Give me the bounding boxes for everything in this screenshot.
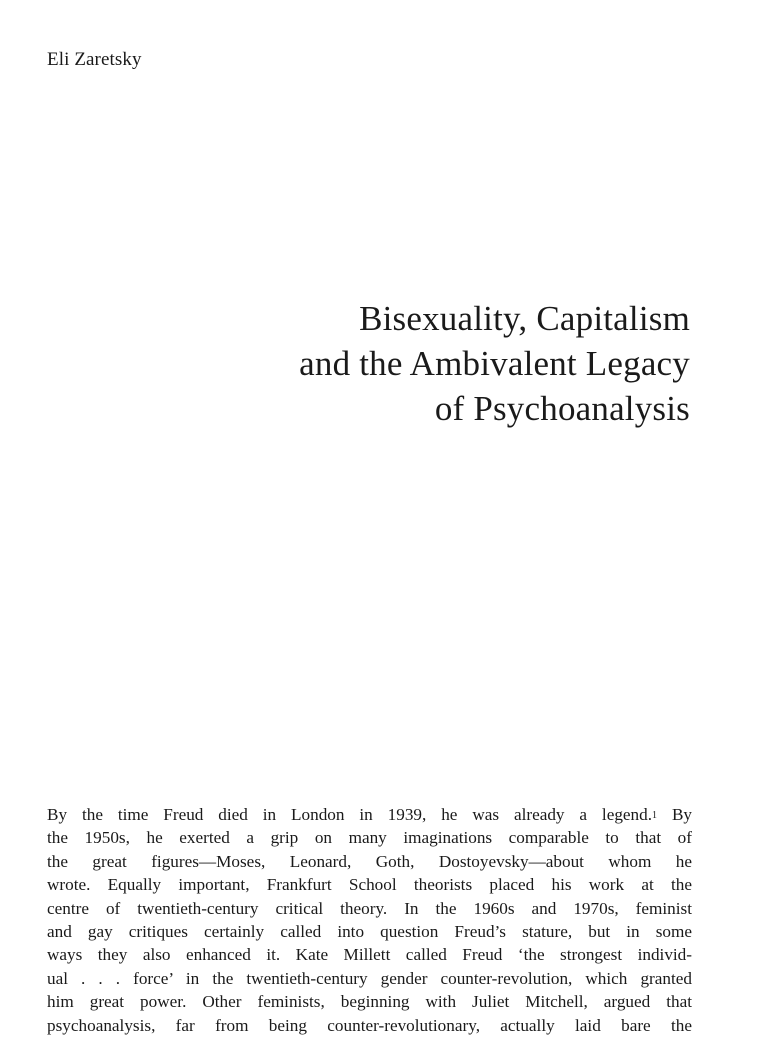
title-line: Bisexuality, Capitalism xyxy=(359,299,690,338)
body-line: ual . . . force’ in the twentieth-century gender counter-revolution, which granted xyxy=(47,968,692,988)
title-line: and the Ambivalent Legacy xyxy=(299,344,690,383)
body-line: wrote. Equally important, Frankfurt School theorists placed his work at the xyxy=(47,875,692,895)
body-paragraph xyxy=(47,803,692,1037)
body-line: him great power. Other feminists, beginning with Juliet Mitchell, argued that xyxy=(47,992,692,1012)
author-name: Eli Zaretsky xyxy=(47,49,142,70)
body-text-segment: By the time Freud died in London in 1939, he was already a legend. xyxy=(47,805,653,824)
article-title xyxy=(299,296,690,431)
body-line: psychoanalysis, far from being counter-revolutionary, actually laid bare the xyxy=(47,1015,692,1035)
body-line: centre of twentieth-century critical theory. In the 1960s and 1970s, feminist xyxy=(47,898,692,918)
body-line: and gay critiques certainly called into question Freud’s stature, but in some xyxy=(47,922,692,942)
title-line: of Psychoanalysis xyxy=(434,389,690,428)
body-line: the 1950s, he exerted a grip on many imaginations comparable to that of xyxy=(47,828,692,848)
body-text-segment: By xyxy=(657,805,692,824)
body-line: ways they also enhanced it. Kate Millett called Freud ‘the strongest individ- xyxy=(47,945,692,965)
body-line: the great figures—Moses, Leonard, Goth, Dostoyevsky—about whom he xyxy=(47,851,692,871)
footnote-marker[interactable]: 1 xyxy=(652,810,658,821)
body-line xyxy=(47,803,692,826)
